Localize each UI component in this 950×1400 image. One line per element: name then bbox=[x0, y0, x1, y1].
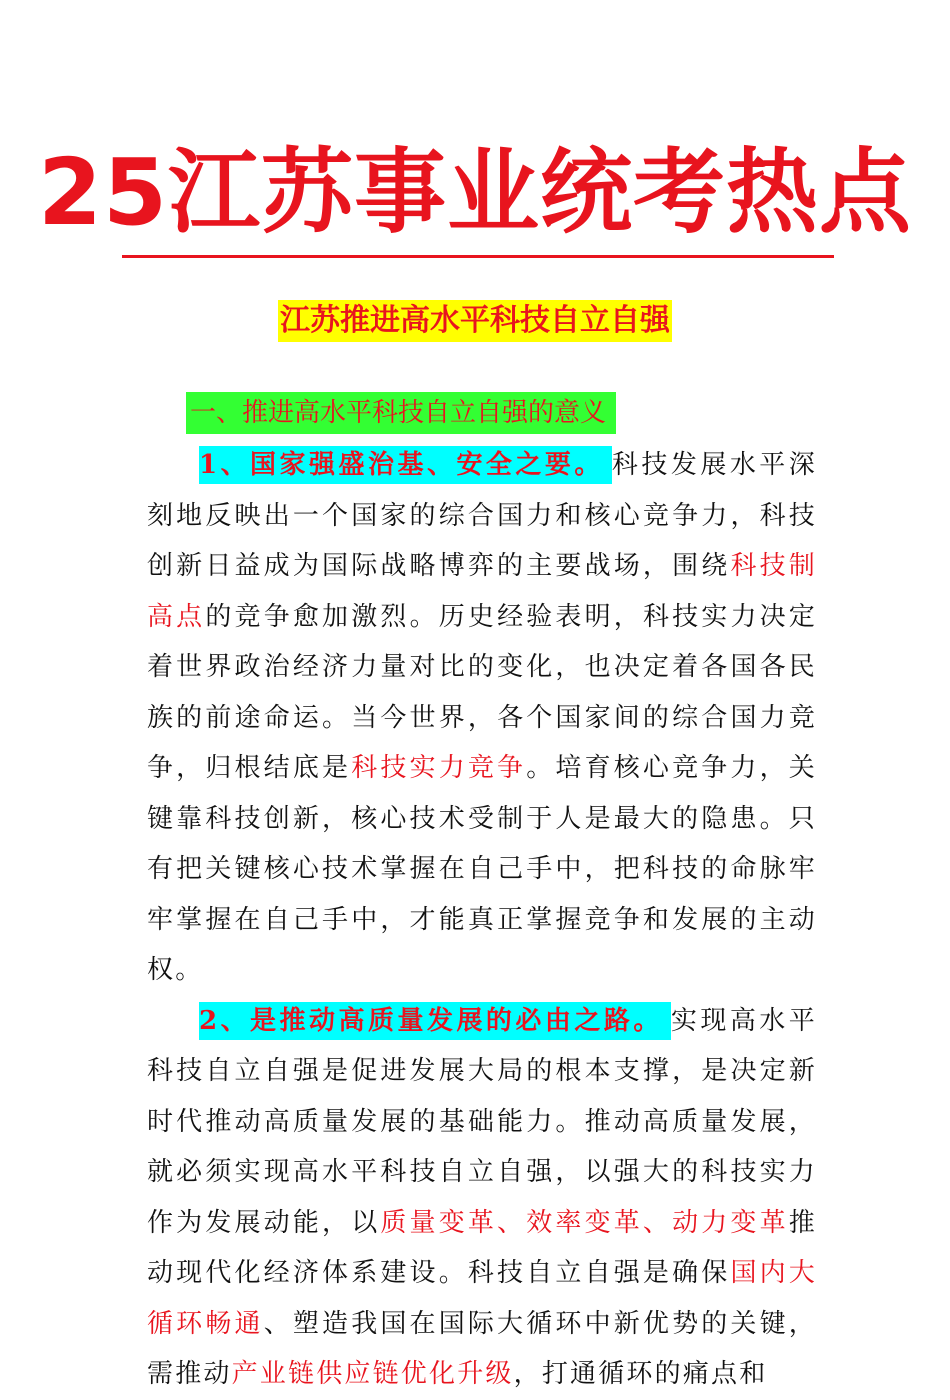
title-divider bbox=[122, 255, 834, 258]
paragraph-1-text-c: 。培育核心竞争力，关键靠科技创新，核心技术受制于人是最大的隐患。只有把关键核心技术掌握在自己手中，把科技的命脉牢牢掌握在自己手中，才能真正掌握竞争和发展的主动权。 bbox=[147, 753, 817, 985]
paragraph-2-text-d: ，打通循环的痛点和 bbox=[513, 1359, 768, 1389]
paragraph-2-emphasis-c: 产业链供应链优化升级 bbox=[231, 1359, 514, 1389]
paragraph-2-text-c: 、塑造我国在国际大循环中新优势的关键，需推动 bbox=[147, 1308, 817, 1389]
paragraph-2 bbox=[147, 996, 817, 1400]
section-heading: 一、推进高水平科技自立自强的意义 bbox=[186, 392, 616, 434]
paragraph-1 bbox=[147, 440, 817, 996]
paragraph-2-text-b: 推动现代化经济体系建设。科技自立自强是确保 bbox=[147, 1207, 817, 1288]
page-title: 25江苏事业统考热点 bbox=[37, 139, 913, 246]
paragraph-1-text-b: 的竞争愈加激烈。历史经验表明，科技实力决定着世界政治经济力量对比的变化，也决定着各国各民族的前途命运。当今世界，各个国家间的综合国力竞争，归根结底是 bbox=[147, 601, 818, 783]
paragraph-1-emphasis-a: 科技制高点 bbox=[147, 551, 817, 632]
subtitle-text: 江苏推进高水平科技自立自强 bbox=[278, 300, 672, 342]
paragraph-2-emphasis-a: 质量变革、效率变革、动力变革 bbox=[380, 1207, 789, 1238]
subtitle bbox=[0, 300, 950, 342]
paragraph-2-lead: 2、是推动高质量发展的必由之路。 bbox=[199, 1002, 671, 1040]
paragraph-1-lead: 1、国家强盛治基、安全之要。 bbox=[199, 446, 612, 484]
paragraph-1-emphasis-b: 科技实力竞争 bbox=[351, 753, 527, 783]
article-body bbox=[147, 440, 817, 1400]
paragraph-1-text-a: 科技发展水平深刻地反映出一个国家的综合国力和核心竞争力，科技创新日益成为国际战略博弈的主要战场，围绕 bbox=[147, 450, 817, 581]
paragraph-2-emphasis-b: 国内大循环畅通 bbox=[147, 1258, 817, 1339]
paragraph-2-text-a: 实现高水平科技自立自强是促进发展大局的根本支撑，是决定新时代推动高质量发展的基础能力。推动高质量发展，就必须实现高水平科技自立自强，以强大的科技实力作为发展动能，以 bbox=[147, 1005, 817, 1238]
